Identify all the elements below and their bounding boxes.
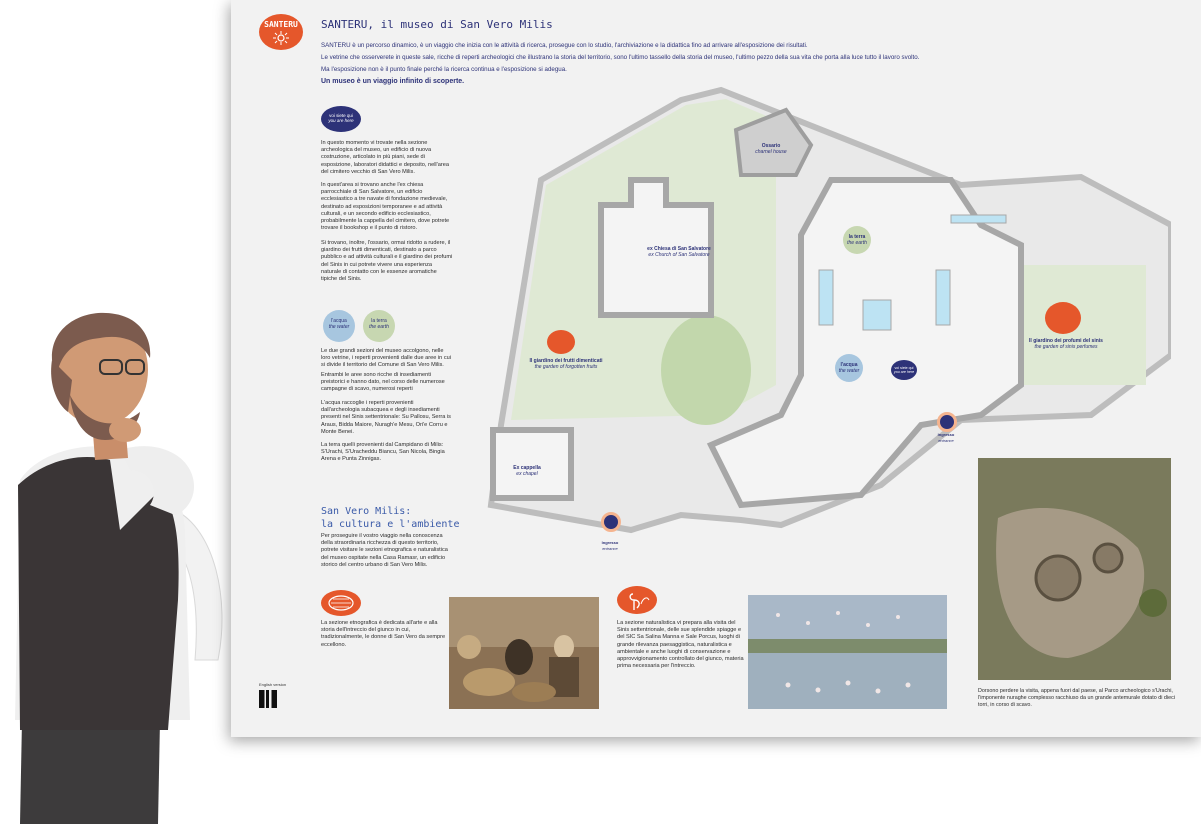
scent-garden-label: Il giardino dei profumi del sinis the garden of sinis perfumes — [1029, 338, 1103, 350]
intro-line-3: Ma l'esposizione non è il punto finale perché la ricerca continua e l'esposizione si adegua. — [321, 66, 567, 73]
pool-top — [951, 215, 1006, 223]
left-para-5: Entrambi le aree sono ricche di insediamenti preistorici e hanno dato, nel corso delle numerose campagne di scavo, numerosi reperti — [321, 372, 445, 393]
second-entrance-label: Ingresso entrance — [601, 540, 619, 551]
qr-code[interactable] — [259, 690, 277, 708]
section2-para: Per proseguire il vostro viaggio nella conoscenza della straordinaria ricchezza di questo territorio, potrete visitare le sezioni etnografica e naturalistica del museo ospitate nella Casa Ramasr, un edificio storico del centro urbano di San Vero Milis. — [321, 533, 448, 568]
fruit-garden-icon — [547, 330, 575, 354]
main-entrance-arrow-icon — [937, 412, 957, 432]
map-water-badge: l'acqua the water — [835, 354, 863, 382]
person-illustration — [0, 300, 240, 824]
left-para-4: Le due grandi sezioni del museo accolgono, nelle loro vetrine, i reperti provenienti dalle due aree in cui si divide il territorio del Comune di San Vero Milis. — [321, 348, 451, 369]
logo-text: SANTERU — [264, 20, 298, 29]
flamingo-photo — [748, 595, 947, 709]
earth-badge: la terra the earth — [363, 310, 395, 342]
left-para-6: L'acqua raccoglie i reperti provenienti dall'archeologia subacquea e degli insediamenti presenti nel Sinis settentrionale: Su Pallosu, Serra is Araus, Bidda Maiore, Nuragh'e Mesu, Ori'e Corru e Monte Benei. — [321, 400, 451, 435]
main-entrance-label: Ingresso entrance — [937, 432, 955, 443]
tree-area — [661, 315, 751, 425]
section2-title-2: la cultura e l'ambiente — [321, 519, 460, 530]
flamingo-icon — [617, 586, 657, 614]
you-are-here-badge: voi siete qui you are here — [321, 106, 361, 132]
water-badge: l'acqua the water — [323, 310, 355, 342]
basket-icon-badge — [321, 590, 361, 616]
intro-line-2: Le vetrine che osserverete in queste sale, ricche di reperti archeologici che illustrano la storia del territorio, sono l'ultimo tassello della storia del museo, l'ultimo pezzo della sua vita che porta alla luce tutto il lavoro svolto. — [321, 54, 920, 61]
basket-icon — [321, 590, 361, 616]
left-para-2: In quest'area si trovano anche l'ex chiesa parrocchiale di San Salvatore, un edificio ecclesiastico a tre navate di fondazione medievale, destinato ad esposizioni temporanee e ad attività culturali, e un secondo edificio ecclesiastico, probabilmente la cappella del cimitero, dove potrete trovare il bookshop e il punto di ristoro. — [321, 182, 450, 232]
nature-text: La sezione naturalistica vi prepara alla visita del Sinis settentrionale, delle sue splendide spiagge e del SIC Sa Salina Manna e Sale Porcus, luoghi di grande rilevanza paesaggistica, naturalistica e ambientale e anche luoghi di conservazione e approvvigionamento controllato del giunco, materia prima necessaria per l'intreccio. — [617, 620, 744, 670]
ethno-text: La sezione etnografica è dedicata all'arte e alla storia dell'intreccio del giunco in cui, tradizionalmente, le donne di San Vero da sempre eccellono. — [321, 620, 446, 648]
pool-right — [936, 270, 950, 325]
ossario-label: Ossario charnel house — [755, 143, 787, 155]
pool-center — [863, 300, 891, 330]
section2-title-1: San Vero Milis: — [321, 506, 412, 517]
church-label: ex Chiesa di San Salvatore ex Church of San Salvatore — [647, 246, 711, 258]
scent-garden-icon — [1045, 302, 1081, 334]
english-version-label: English version — [259, 682, 287, 687]
page-title: SANTERU, il museo di San Vero Milis — [321, 18, 553, 31]
santeru-logo — [259, 14, 303, 50]
left-para-3: Si trovano, inoltre, l'ossario, ormai ridotto a rudere, il giardino dei frutti dimenticati, destinato a parco pubblico e ad attività culturali e il giardino dei profumi del Sinis in cui potrete vivere una esperienza naturale di contatto con le essenze aromatiche tipiche del Sinis. — [321, 240, 453, 283]
second-entrance-arrow-icon — [601, 512, 621, 532]
nuraghe-caption: Dorsono perdere la visita, appena fuori dal paese, al Parco archeologico s'Urachi, l'imponente nuraghe complesso racchiuso da un grande antemurale dotato di dieci torri, in corso di scavo. — [978, 688, 1176, 709]
left-para-7: La terra quelli provenienti dal Campidano di Milis: S'Urachi, S'Uracheddu Biancu, San Nicola, Bingia Arena e Punta Zinnigas. — [321, 442, 445, 463]
flamingo-icon-badge — [617, 586, 657, 614]
map-earth-badge: la terra the earth — [843, 226, 871, 254]
left-para-1: In questo momento vi trovate nella sezione archeologica del museo, un edificio di nuova costruzione, articolato in più piani, sede di esposizione, laboratori didattici e deposito, nell'area del cimitero vecchio di San Vero Milis. — [321, 140, 449, 175]
basket-weaving-photo — [449, 597, 599, 709]
info-board — [231, 0, 1201, 737]
map-you-are-here: voi siete qui you are here — [891, 360, 917, 380]
sun-icon — [273, 31, 289, 45]
intro-line-1: SANTERU è un percorso dinamico, è un viaggio che inizia con le attività di ricerca, prosegue con lo studio, l'archiviazione e la didattica fino ad arrivare all'esposizione dei risultati. — [321, 42, 808, 49]
tagline: Un museo è un viaggio infinito di scoperte. — [321, 78, 465, 85]
fruit-garden-label: Il giardino dei frutti dimenticati the garden of forgotten fruits — [529, 358, 603, 370]
pool-left — [819, 270, 833, 325]
chapel-building — [493, 430, 571, 498]
chapel-label: Ex cappella ex chapel — [513, 465, 541, 477]
